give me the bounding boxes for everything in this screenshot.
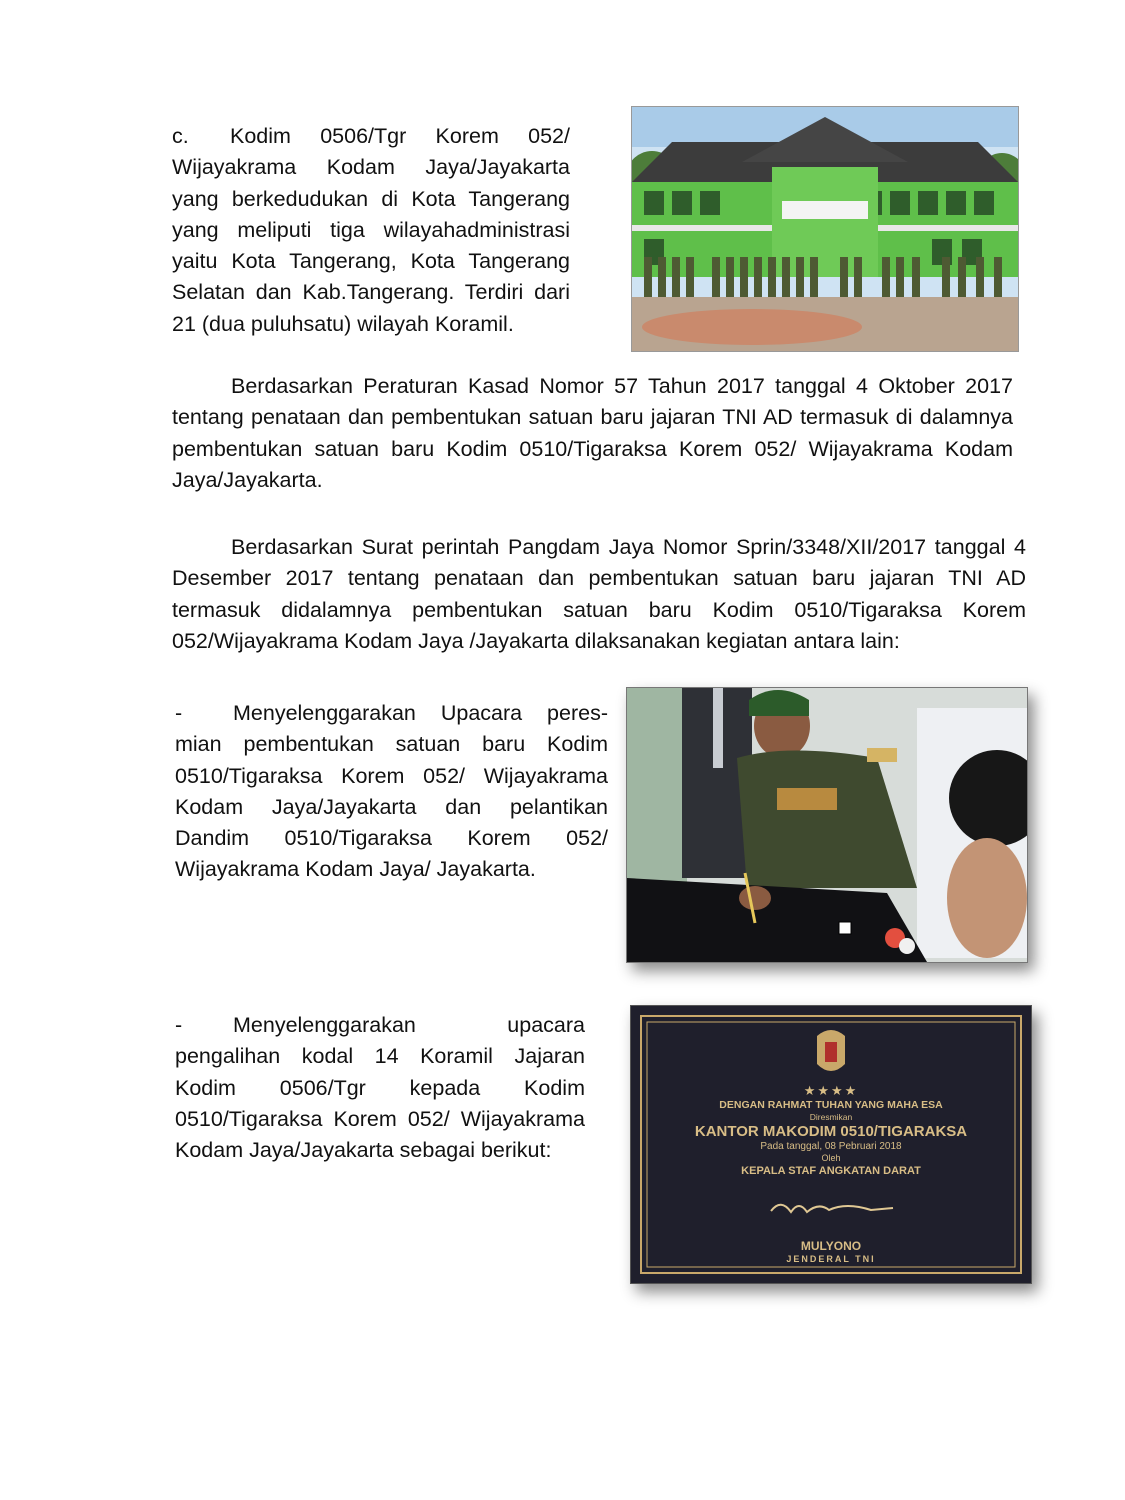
plaque-line5: Oleh (821, 1153, 841, 1163)
plaque-line4: Pada tanggal, 08 Pebruari 2018 (760, 1141, 902, 1152)
item-c-text: Kodim 0506/Tgr Korem 052/ Wijayakrama Kodam Jaya/Jayakarta yang berkedudukan di Kota Tangerang yang meliputi tiga wilayahadministrasi yaitu Kota Tangerang, Kota Tangerang Selatan dan Kab.Tangerang. Terdiri dari 21 (dua puluhsatu) wilayah Koramil. (172, 124, 570, 336)
plaque-line6: KEPALA STAF ANGKATAN DARAT (741, 1165, 921, 1177)
item-c-paragraph (172, 121, 570, 340)
bullet-text: Menyelenggarakan upacara pengalihan kodal 14 Koramil Jajaran Kodim 0506/Tgr kepada Kodim 0510/Tigaraksa Korem 052/ Wijayakrama Kodam Jaya/Jayakarta sebagai berikut: (175, 1013, 585, 1163)
inauguration-plaque-photo (630, 1005, 1032, 1284)
signing-ceremony-photo (626, 687, 1028, 963)
tni-ad-emblem (817, 1030, 845, 1071)
plaque-name: MULYONO (800, 1239, 862, 1253)
plaque-rank: JENDERAL TNI (786, 1254, 876, 1264)
bullet-marker: - (175, 1013, 183, 1037)
paragraph-surat-perintah: Berdasarkan Surat perintah Pangdam Jaya Nomor Sprin/3348/XII/2017 tanggal 4 Desember 2017 tentang penataan dan pembentukan satuan baru jajaran TNI AD termasuk didalamnya pembentukan satuan baru Kodim 0510/Tigaraksa Korem 052/Wijayakrama Kodam Jaya /Jayakarta dilaksanakan kegiatan antara lain: (172, 535, 1026, 653)
plaque-line2: Diresmikan (809, 1112, 853, 1122)
plaque-line3: KANTOR MAKODIM 0510/TIGARAKSA (694, 1123, 968, 1140)
kodim-building-photo (631, 106, 1019, 352)
bullet-pengalihan-kodal (175, 1010, 585, 1166)
plaque-stars: ★★★★ (803, 1083, 859, 1098)
bullet-text: Menyelenggarakan Upacara peres-mian pembentukan satuan baru Kodim 0510/Tigaraksa Korem 052/ Wijayakrama Kodam Jaya/Jayakarta dan pelantikan Dandim 0510/Tigaraksa Korem 052/ Wijayakrama Kodam Jaya/ Jayakarta. (175, 701, 608, 882)
plaque-line1: DENGAN RAHMAT TUHAN YANG MAHA ESA (719, 1099, 943, 1111)
item-c-marker: c. (172, 124, 189, 148)
bullet-upacara-peresmian (175, 698, 608, 886)
paragraph-peraturan-kasad: Berdasarkan Peraturan Kasad Nomor 57 Tahun 2017 tanggal 4 Oktober 2017 tentang penataan dan pembentukan satuan baru jajaran TNI AD termasuk di dalamnya pembentukan satuan baru Kodim 0510/Tigaraksa Korem 052/ Wijayakrama Kodam Jaya/Jayakarta. (172, 374, 1013, 492)
bullet-marker: - (175, 701, 183, 725)
